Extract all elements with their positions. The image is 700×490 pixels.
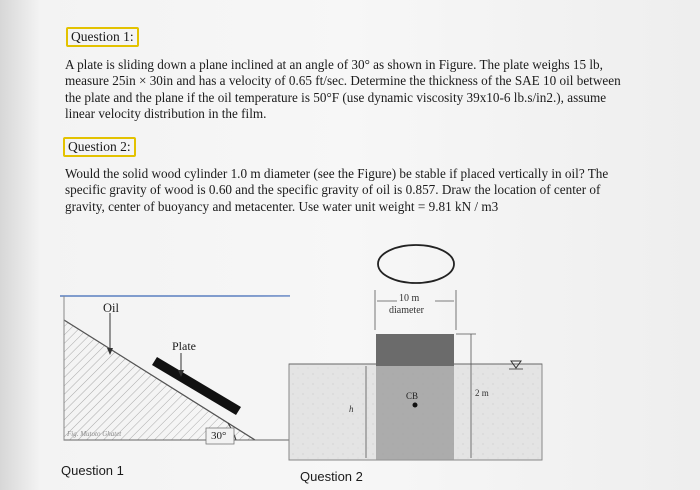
- question2-text: Would the solid wood cylinder 1.0 m diameter (see the Figure) be stable if placed vertically in oil? The specific gravity of wood is 0.60 and the specific gravity of oil is 0.857. Draw the location of center of gravity, center of buoyancy and metacenter. Use water unit weight = 9.81 kN / m3: [65, 166, 609, 214]
- figure1-caption: Question 1: [61, 463, 124, 478]
- question1-text: A plate is sliding down a plane inclined at an angle of 30° as shown in Figure. The plate weighs 15 lb, measure 25in × 30in and has a velocity of 0.65 ft/sec. Determine the thickness of the SAE 10 oil between the plate and the plane if the oil temperature is 50°F (use dynamic viscosity 39x10-6 lb.s/in2.), assume linear velocity distribution in the film.: [65, 57, 621, 122]
- cb-label: CB: [406, 391, 419, 401]
- cylinder-above-oil: [376, 334, 454, 366]
- height-label: 2 m: [475, 388, 489, 398]
- angle-label: 30°: [211, 430, 227, 442]
- figure2-caption: Question 2: [300, 469, 363, 484]
- cylinder-submerged: [376, 366, 454, 460]
- cylinder-top-view: [378, 245, 454, 283]
- diameter-value: 10 m: [399, 293, 420, 304]
- plate-label: Plate: [172, 339, 196, 353]
- question1-label: Question 1:: [66, 27, 139, 47]
- h-label: h: [349, 404, 354, 414]
- faint-caption: Fig. Mutoto Ghatet: [67, 430, 122, 438]
- question2-label: Question 2:: [63, 137, 136, 157]
- cb-point: [413, 403, 418, 408]
- diameter-word: diameter: [389, 305, 424, 316]
- oil-label: Oil: [103, 301, 119, 315]
